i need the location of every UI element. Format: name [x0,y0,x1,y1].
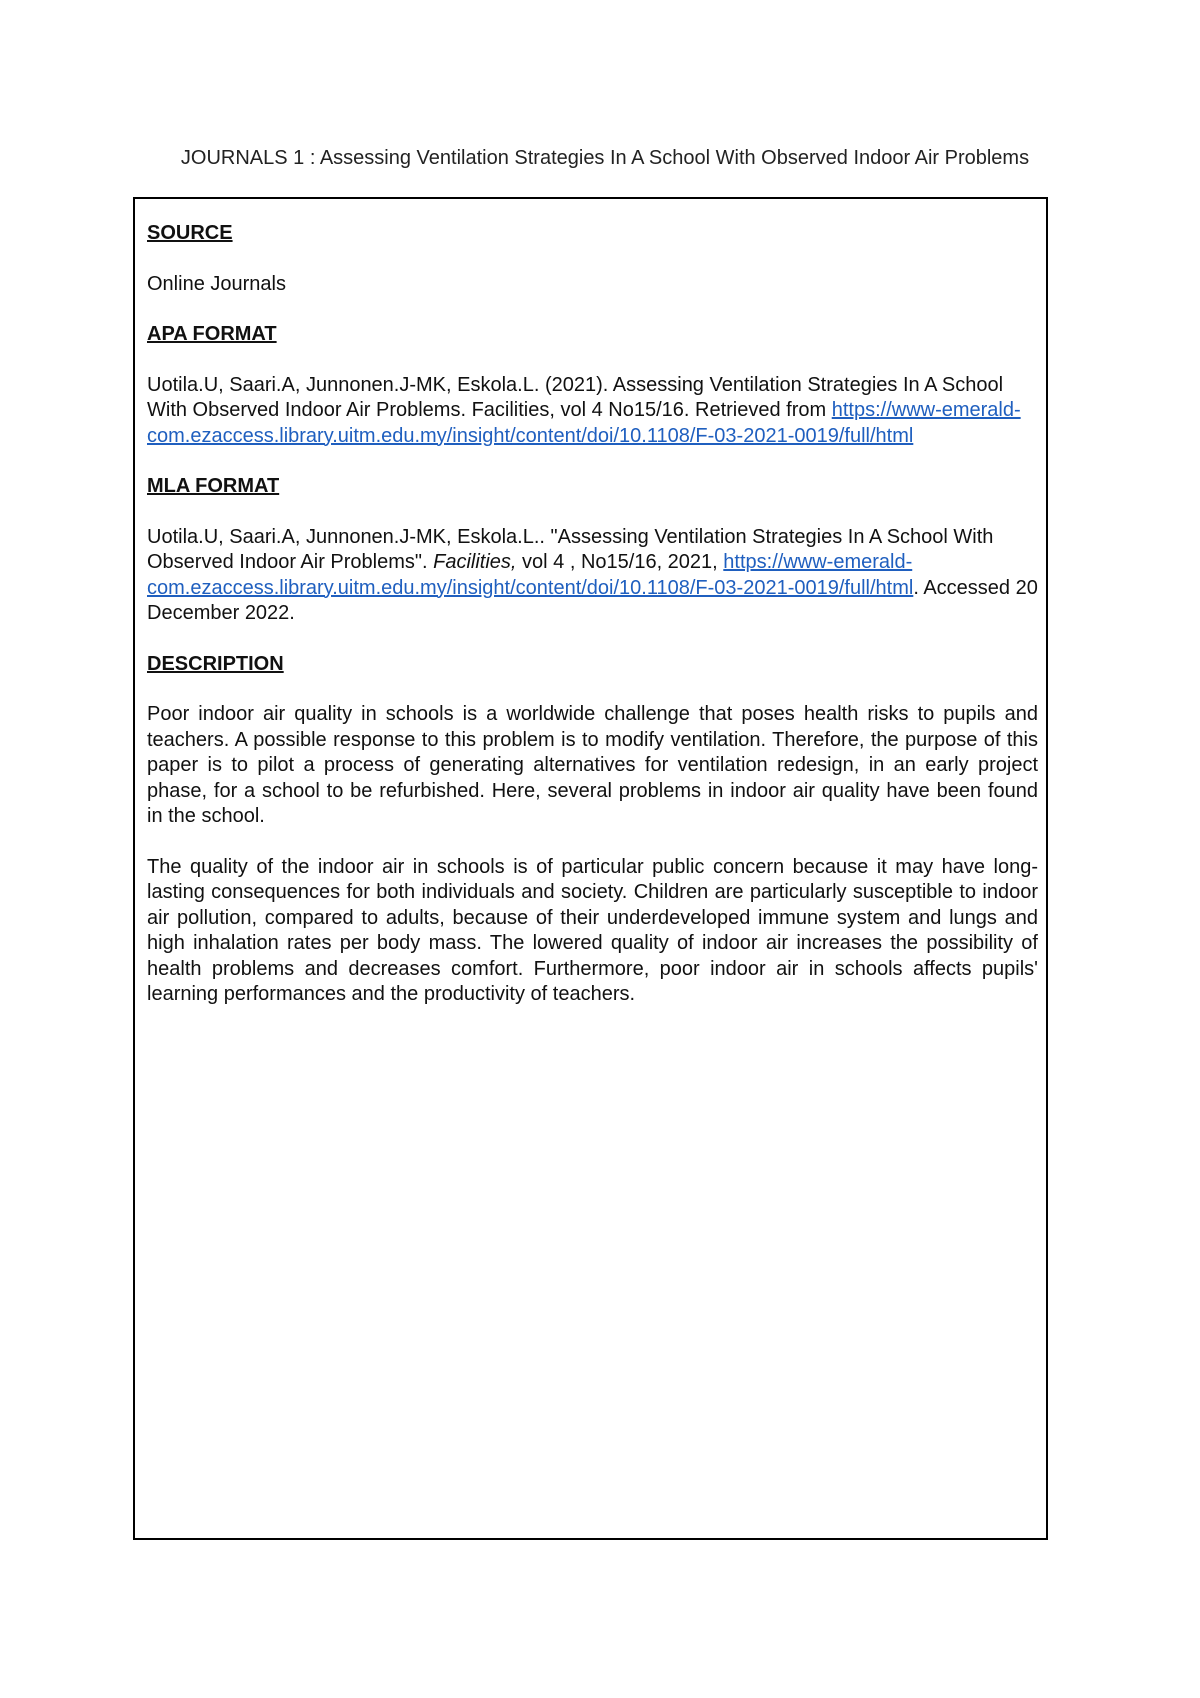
mla-citation-volume: vol 4 , No15/16, 2021, [516,551,724,573]
mla-accessed-date: . Accessed 20 December 2022. [147,576,1038,624]
document-title: JOURNALS 1 : Assessing Ventilation Strategies In A School With Observed Indoor Air Problems [180,147,1030,169]
mla-citation-link[interactable]: https://www-emerald-com.ezaccess.library.uitm.edu.my/insight/content/doi/10.1108/F-03-2021-0019/full/html [147,551,914,599]
source-value: Online Journals [147,272,286,295]
apa-format-heading: APA FORMAT [147,323,277,345]
apa-citation-text: Uotila.U, Saari.A, Junnonen.J-MK, Eskola.L. (2021). Assessing Ventilation Strategies In A School With Observed Indoor Air Problems. Facilities, vol 4 No15/16. Retrieved from [147,373,1004,421]
journal-entry-box [133,197,1048,1540]
description-heading: DESCRIPTION [147,652,284,675]
mla-citation [147,525,1038,627]
mla-citation-text: Uotila.U, Saari.A, Junnonen.J-MK, Eskola.L.. "Assessing Ventilation Strategies In A School With Observed Indoor Air Problems". [147,525,994,573]
source-heading: SOURCE [147,222,233,244]
apa-citation-link[interactable]: https://www-emerald-com.ezaccess.library.uitm.edu.my/insight/content/doi/10.1108/F-03-2021-0019/full/html [147,399,1021,447]
description-paragraph: Poor indoor air quality in schools is a worldwide challenge that poses health risks to pupils and teachers. A possible response to this problem is to modify ventilation. Therefore, the purpose of this paper is to pilot a process of generating alternatives for ventilation redesign, in an early project phase, for a school to be refurbished. Here, several problems in indoor air quality have been found in the school. [147,703,1038,827]
apa-citation [147,373,1038,450]
journal-entry-content [147,221,1038,1033]
description-paragraph: The quality of the indoor air in schools is of particular public concern because it may have long-lasting consequences for both individuals and society. Children are particularly susceptible to indoor air pollution, compared to adults, because of their underdeveloped immune system and lungs and high inhalation rates per body mass. The lowered quality of indoor air increases the possibility of health problems and decreases comfort. Furthermore, poor indoor air in schools affects pupils' learning performances and the productivity of teachers. [147,855,1038,1005]
mla-format-heading: MLA FORMAT [147,475,280,497]
mla-journal-name: Facilities, [433,551,517,573]
